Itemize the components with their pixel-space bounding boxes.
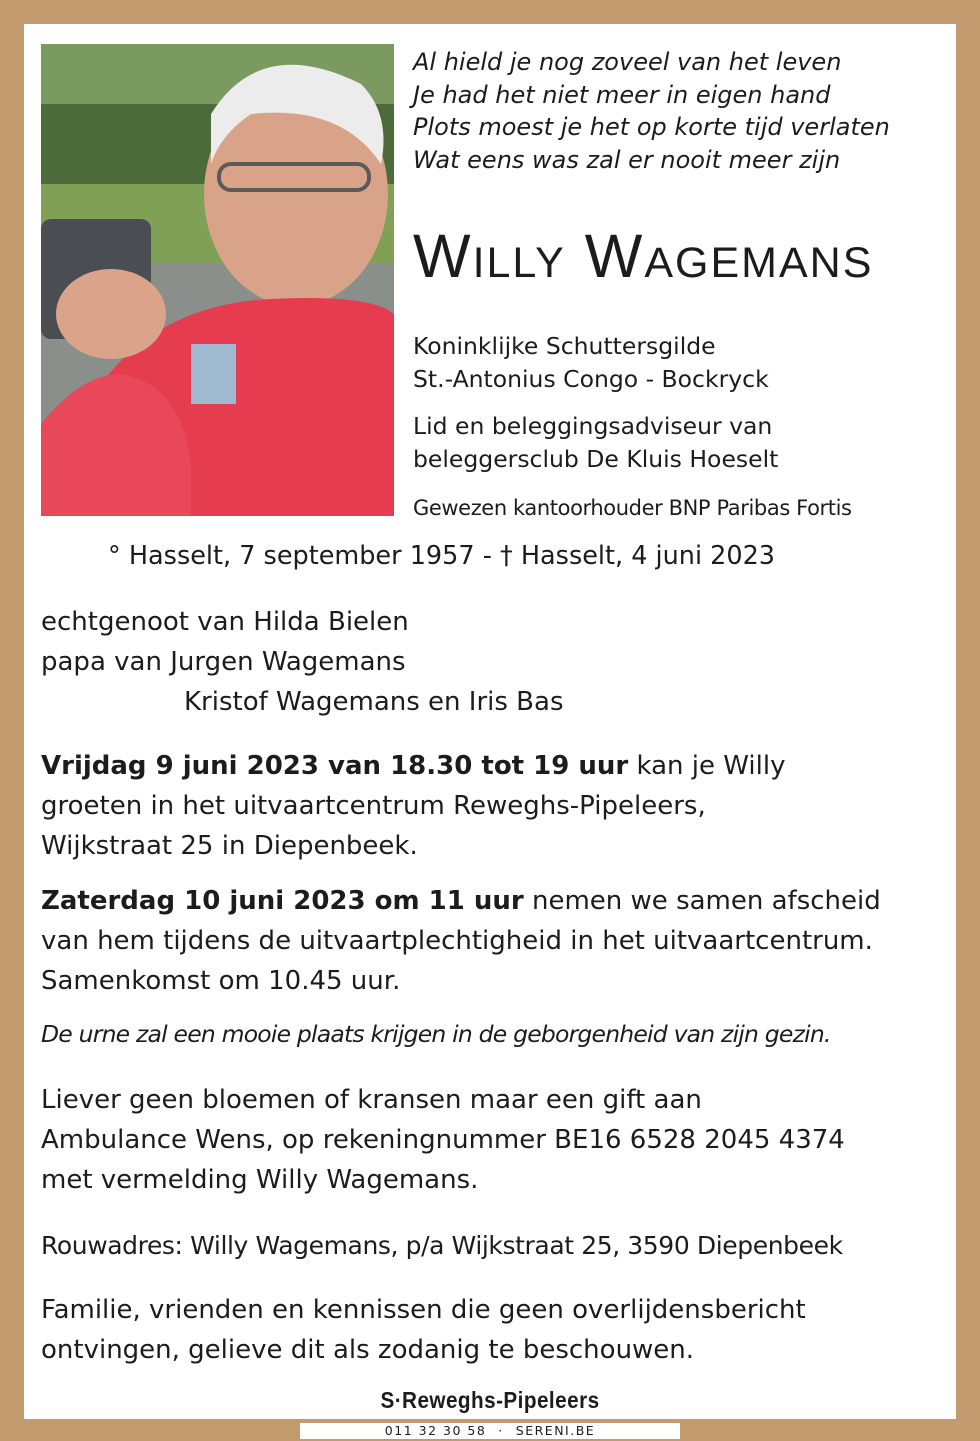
poem-line: Je had het niet meer in eigen hand xyxy=(413,80,831,109)
visitation-line xyxy=(41,746,946,786)
visitation-text: kan je Willy xyxy=(628,751,786,781)
funeral-text: nemen we samen afscheid xyxy=(523,886,881,916)
closing-note xyxy=(41,1290,946,1370)
club-line: Lid en beleggingsadviseur van xyxy=(413,412,773,440)
birth-death-dates: ° Hasselt, 7 september 1957 - † Hasselt, 4 juni 2023 xyxy=(108,541,776,571)
closing-line: Familie, vrienden en kennissen die geen overlijdensbericht xyxy=(41,1295,806,1325)
club-line: beleggersclub De Kluis Hoeselt xyxy=(413,445,779,473)
poem-line: Wat eens was zal er nooit meer zijn xyxy=(413,145,841,174)
poem-line: Plots moest je het op korte tijd verlaten xyxy=(413,113,890,141)
memorial-poem xyxy=(413,46,943,176)
website-link[interactable]: SERENI.BE xyxy=(515,1423,596,1438)
deceased-name: Willy Wagemans xyxy=(413,222,874,290)
poem-line: Al hield je nog zoveel van het leven xyxy=(413,48,842,76)
club-affiliation xyxy=(413,410,778,476)
closing-line: ontvingen, gelieve dit als zodanig te beschouwen. xyxy=(41,1335,695,1365)
family-line: Kristof Wagemans en Iris Bas xyxy=(184,687,564,717)
former-occupation: Gewezen kantoorhouder BNP Paribas Fortis xyxy=(413,496,852,520)
donation-line: Liever geen bloemen of kransen maar een gift aan xyxy=(41,1085,702,1115)
funeral-line: Samenkomst om 10.45 uur. xyxy=(41,966,401,996)
phone-number: 011 32 30 58 xyxy=(384,1423,487,1438)
visitation-line: Wijkstraat 25 in Diepenbeek. xyxy=(41,831,418,861)
funeral-home-logo: S·Reweghs-Pipeleers xyxy=(380,1387,600,1413)
visitation-info xyxy=(41,746,946,866)
guild-line: St.-Antonius Congo - Bockryck xyxy=(413,365,769,393)
funeral-info xyxy=(41,881,946,1001)
funeral-date: Zaterdag 10 juni 2023 om 11 uur xyxy=(41,886,524,916)
donation-request xyxy=(41,1080,946,1200)
funeral-line xyxy=(41,881,946,921)
family-relations xyxy=(41,602,564,722)
portrait-photo xyxy=(41,44,394,516)
donation-line: met vermelding Willy Wagemans. xyxy=(41,1165,479,1195)
funeral-home-contact xyxy=(300,1423,680,1439)
guild-affiliation xyxy=(413,330,769,396)
visitation-date: Vrijdag 9 juni 2023 van 18.30 tot 19 uur xyxy=(41,751,629,781)
funeral-line: van hem tijdens de uitvaartplechtigheid in het uitvaartcentrum. xyxy=(41,926,873,956)
family-line: echtgenoot van Hilda Bielen xyxy=(41,607,409,637)
mourning-address: Rouwadres: Willy Wagemans, p/a Wijkstraat 25, 3590 Diepenbeek xyxy=(41,1231,843,1260)
visitation-line: groeten in het uitvaartcentrum Reweghs-Pipeleers, xyxy=(41,791,706,821)
urn-note: De urne zal een mooie plaats krijgen in de geborgenheid van zijn gezin. xyxy=(41,1020,831,1048)
guild-line: Koninklijke Schuttersgilde xyxy=(413,332,716,360)
portrait-illustration xyxy=(41,44,394,516)
donation-line: Ambulance Wens, op rekeningnummer BE16 6528 2045 4374 xyxy=(41,1125,845,1155)
family-line: papa van Jurgen Wagemans xyxy=(41,647,406,677)
separator-dot: · xyxy=(498,1423,504,1438)
